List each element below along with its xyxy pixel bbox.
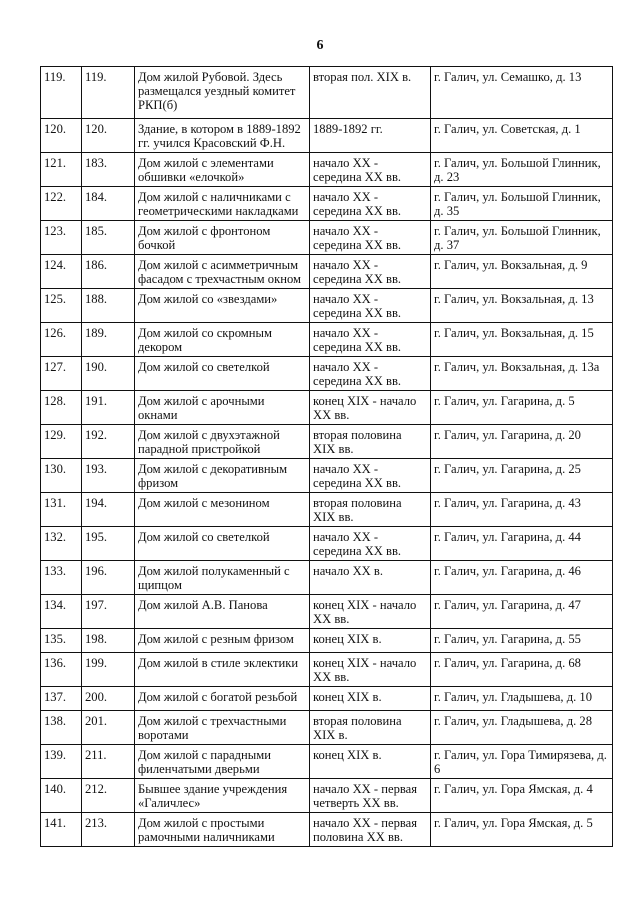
object-date: вторая половина XIX в.: [310, 711, 431, 745]
table-row: [41, 595, 613, 629]
object-date: конец XIX - начало XX вв.: [310, 595, 431, 629]
table-row: [41, 255, 613, 289]
row-number: 124.: [41, 255, 82, 289]
object-address: г. Галич, ул. Гладышева, д. 28: [431, 711, 613, 745]
object-name: Здание, в котором в 1889-1892 гг. учился Красовский Ф.Н.: [135, 119, 310, 153]
table-row: [41, 527, 613, 561]
registry-id: 197.: [82, 595, 135, 629]
object-date: начало XX - середина XX вв.: [310, 153, 431, 187]
object-address: г. Галич, ул. Большой Глинник, д. 37: [431, 221, 613, 255]
object-date: начало XX - первая четверть XX вв.: [310, 779, 431, 813]
page-number: 6: [316, 38, 324, 53]
table-row: [41, 119, 613, 153]
object-name: Дом жилой со «звездами»: [135, 289, 310, 323]
registry-id: 199.: [82, 653, 135, 687]
table-row: [41, 561, 613, 595]
object-date: 1889-1892 гг.: [310, 119, 431, 153]
table-row: [41, 221, 613, 255]
object-name: Дом жилой с асимметричным фасадом с трехчастным окном: [135, 255, 310, 289]
row-number: 137.: [41, 687, 82, 711]
table-row: [41, 187, 613, 221]
registry-id: 200.: [82, 687, 135, 711]
table-row: [41, 67, 613, 119]
object-address: г. Галич, ул. Гагарина, д. 46: [431, 561, 613, 595]
table-body: [41, 67, 613, 847]
registry-id: 198.: [82, 629, 135, 653]
registry-id: 183.: [82, 153, 135, 187]
object-name: Дом жилой полукаменный с щипцом: [135, 561, 310, 595]
registry-id: 185.: [82, 221, 135, 255]
row-number: 129.: [41, 425, 82, 459]
row-number: 128.: [41, 391, 82, 425]
registry-id: 119.: [82, 67, 135, 119]
object-name: Дом жилой с двухэтажной парадной пристройкой: [135, 425, 310, 459]
object-name: Дом жилой с наличниками с геометрическими накладками: [135, 187, 310, 221]
object-name: Дом жилой с элементами обшивки «елочкой»: [135, 153, 310, 187]
table-row: [41, 493, 613, 527]
object-address: г. Галич, ул. Большой Глинник, д. 23: [431, 153, 613, 187]
registry-id: 189.: [82, 323, 135, 357]
object-date: конец XIX - начало XX вв.: [310, 391, 431, 425]
row-number: 125.: [41, 289, 82, 323]
object-address: г. Галич, ул. Гагарина, д. 20: [431, 425, 613, 459]
object-name: Дом жилой с фронтоном бочкой: [135, 221, 310, 255]
object-date: начало XX - середина XX вв.: [310, 459, 431, 493]
object-name: Дом жилой с арочными окнами: [135, 391, 310, 425]
row-number: 130.: [41, 459, 82, 493]
table-row: [41, 779, 613, 813]
object-date: конец XIX - начало XX вв.: [310, 653, 431, 687]
object-address: г. Галич, ул. Большой Глинник, д. 35: [431, 187, 613, 221]
row-number: 126.: [41, 323, 82, 357]
registry-id: 196.: [82, 561, 135, 595]
object-name: Дом жилой с трехчастными воротами: [135, 711, 310, 745]
row-number: 139.: [41, 745, 82, 779]
object-address: г. Галич, ул. Гладышева, д. 10: [431, 687, 613, 711]
table-row: [41, 653, 613, 687]
object-name: Дом жилой со светелкой: [135, 527, 310, 561]
row-number: 121.: [41, 153, 82, 187]
object-address: г. Галич, ул. Гагарина, д. 44: [431, 527, 613, 561]
row-number: 138.: [41, 711, 82, 745]
table-row: [41, 391, 613, 425]
object-address: г. Галич, ул. Вокзальная, д. 13а: [431, 357, 613, 391]
row-number: 134.: [41, 595, 82, 629]
row-number: 135.: [41, 629, 82, 653]
table-row: [41, 459, 613, 493]
registry-id: 213.: [82, 813, 135, 847]
table-row: [41, 289, 613, 323]
row-number: 122.: [41, 187, 82, 221]
registry-id: 120.: [82, 119, 135, 153]
registry-id: 211.: [82, 745, 135, 779]
table-row: [41, 687, 613, 711]
object-date: вторая пол. XIX в.: [310, 67, 431, 119]
registry-id: 194.: [82, 493, 135, 527]
registry-id: 191.: [82, 391, 135, 425]
object-address: г. Галич, ул. Гагарина, д. 55: [431, 629, 613, 653]
row-number: 136.: [41, 653, 82, 687]
row-number: 119.: [41, 67, 82, 119]
object-name: Бывшее здание учреждения «Галичлес»: [135, 779, 310, 813]
registry-id: 186.: [82, 255, 135, 289]
object-date: начало XX - середина XX вв.: [310, 527, 431, 561]
object-address: г. Галич, ул. Гора Ямская, д. 4: [431, 779, 613, 813]
object-name: Дом жилой Рубовой. Здесь размещался уездный комитет РКП(б): [135, 67, 310, 119]
object-date: начало XX - первая половина XX вв.: [310, 813, 431, 847]
table-row: [41, 425, 613, 459]
object-address: г. Галич, ул. Гора Ямская, д. 5: [431, 813, 613, 847]
object-address: г. Галич, ул. Гагарина, д. 43: [431, 493, 613, 527]
object-address: г. Галич, ул. Гагарина, д. 5: [431, 391, 613, 425]
row-number: 140.: [41, 779, 82, 813]
object-date: вторая половина XIX вв.: [310, 425, 431, 459]
table-row: [41, 629, 613, 653]
object-name: Дом жилой с мезонином: [135, 493, 310, 527]
table-row: [41, 323, 613, 357]
object-date: начало XX в.: [310, 561, 431, 595]
object-name: Дом жилой в стиле эклектики: [135, 653, 310, 687]
object-address: г. Галич, ул. Гагарина, д. 47: [431, 595, 613, 629]
object-address: г. Галич, ул. Гагарина, д. 68: [431, 653, 613, 687]
row-number: 123.: [41, 221, 82, 255]
object-address: г. Галич, ул. Вокзальная, д. 13: [431, 289, 613, 323]
registry-id: 193.: [82, 459, 135, 493]
object-address: г. Галич, ул. Семашко, д. 13: [431, 67, 613, 119]
object-date: вторая половина XIX вв.: [310, 493, 431, 527]
registry-id: 184.: [82, 187, 135, 221]
table-row: [41, 745, 613, 779]
object-name: Дом жилой со скромным декором: [135, 323, 310, 357]
object-name: Дом жилой с декоративным фризом: [135, 459, 310, 493]
object-name: Дом жилой А.В. Панова: [135, 595, 310, 629]
object-date: начало XX - середина XX вв.: [310, 187, 431, 221]
object-name: Дом жилой с богатой резьбой: [135, 687, 310, 711]
object-address: г. Галич, ул. Гагарина, д. 25: [431, 459, 613, 493]
object-date: начало XX - середина XX вв.: [310, 221, 431, 255]
registry-id: 212.: [82, 779, 135, 813]
heritage-table: [40, 66, 613, 847]
object-name: Дом жилой с простыми рамочными наличниками: [135, 813, 310, 847]
table-row: [41, 357, 613, 391]
row-number: 132.: [41, 527, 82, 561]
object-name: Дом жилой со светелкой: [135, 357, 310, 391]
row-number: 120.: [41, 119, 82, 153]
row-number: 141.: [41, 813, 82, 847]
object-address: г. Галич, ул. Гора Тимирязева, д. 6: [431, 745, 613, 779]
table-row: [41, 813, 613, 847]
registry-id: 188.: [82, 289, 135, 323]
object-name: Дом жилой с парадными филенчатыми дверьми: [135, 745, 310, 779]
object-date: конец XIX в.: [310, 687, 431, 711]
registry-id: 201.: [82, 711, 135, 745]
object-date: начало XX - середина XX вв.: [310, 357, 431, 391]
object-date: начало XX - середина XX вв.: [310, 289, 431, 323]
row-number: 133.: [41, 561, 82, 595]
row-number: 127.: [41, 357, 82, 391]
registry-id: 192.: [82, 425, 135, 459]
object-date: начало XX - середина XX вв.: [310, 323, 431, 357]
table-row: [41, 711, 613, 745]
object-date: конец XIX в.: [310, 745, 431, 779]
object-address: г. Галич, ул. Вокзальная, д. 9: [431, 255, 613, 289]
object-address: г. Галич, ул. Советская, д. 1: [431, 119, 613, 153]
registry-id: 190.: [82, 357, 135, 391]
object-address: г. Галич, ул. Вокзальная, д. 15: [431, 323, 613, 357]
object-date: начало XX - середина XX вв.: [310, 255, 431, 289]
table-row: [41, 153, 613, 187]
registry-id: 195.: [82, 527, 135, 561]
row-number: 131.: [41, 493, 82, 527]
object-date: конец XIX в.: [310, 629, 431, 653]
object-name: Дом жилой с резным фризом: [135, 629, 310, 653]
